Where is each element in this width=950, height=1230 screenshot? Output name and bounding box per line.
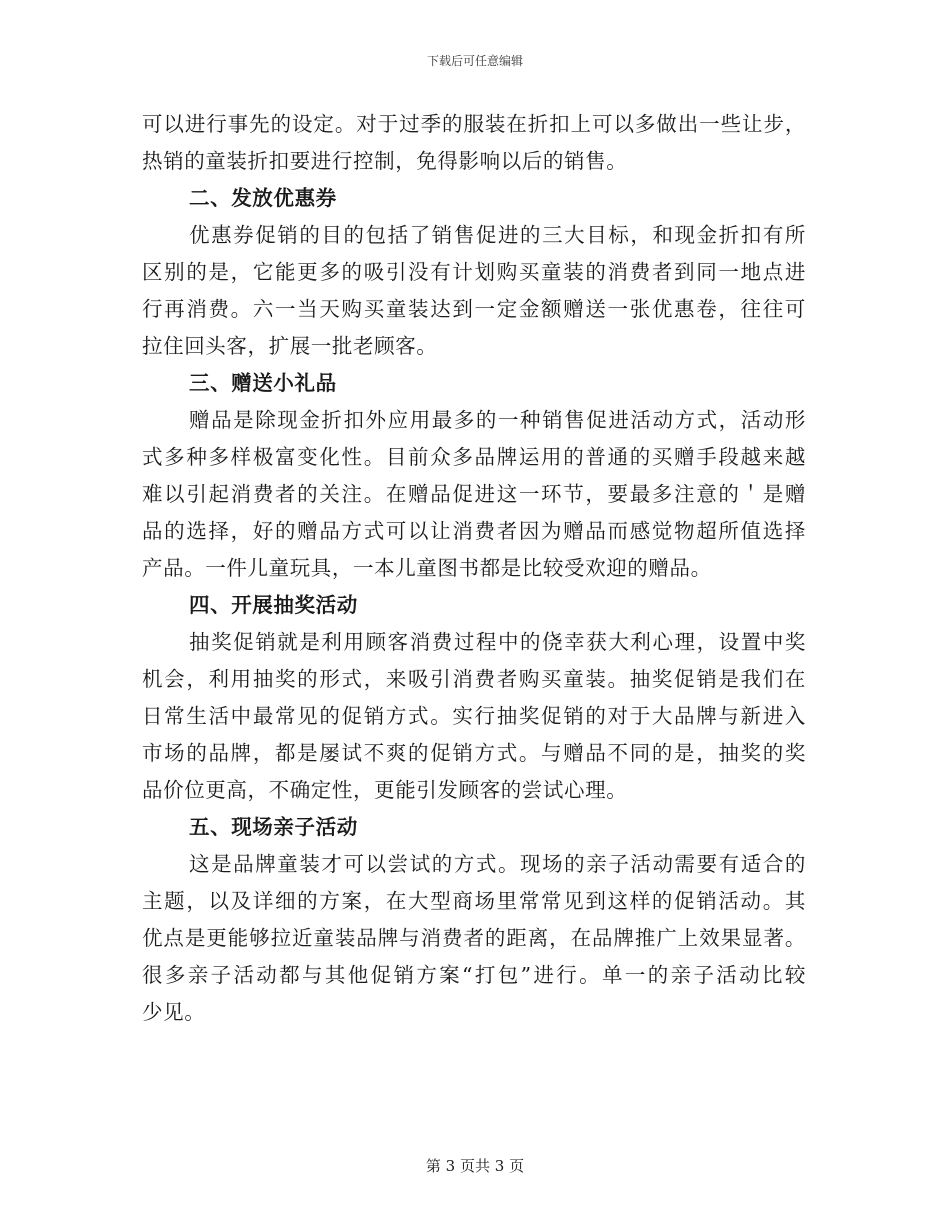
paragraph-line: 热销的童装折扣要进行控制，免得影响以后的销售。 bbox=[142, 149, 628, 173]
paragraph-line: 品的选择，好的赠品方式可以让消费者因为赠品而感觉物超所值选择 bbox=[142, 519, 806, 543]
paragraph-line: 抽奖促销就是利用顾客消费过程中的侥幸获大利心理，设置中奖 bbox=[189, 630, 806, 654]
section-heading: 三、赠送小礼品 bbox=[189, 371, 337, 395]
paragraph-line: 机会，利用抽奖的形式，来吸引消费者购买童装。抽奖促销是我们在 bbox=[142, 667, 806, 691]
paragraph-line: 区别的是，它能更多的吸引没有计划购买童装的消费者到同一地点进 bbox=[142, 260, 806, 284]
paragraph-line: 品价位更高，不确定性，更能引发顾客的尝试心理。 bbox=[142, 778, 628, 802]
document-body bbox=[142, 106, 806, 1031]
section-heading: 四、开展抽奖活动 bbox=[189, 593, 358, 617]
paragraph-line: 可以进行事先的设定。对于过季的服装在折扣上可以多做出一些让步， bbox=[142, 112, 806, 136]
paragraph-line: 这是品牌童装才可以尝试的方式。现场的亲子活动需要有适合的 bbox=[189, 852, 806, 876]
section-heading: 五、现场亲子活动 bbox=[189, 815, 358, 839]
section-heading: 二、发放优惠券 bbox=[189, 186, 337, 210]
paragraph-line: 少见。 bbox=[142, 1000, 206, 1024]
paragraph-line: 市场的品牌，都是屡试不爽的促销方式。与赠品不同的是，抽奖的奖 bbox=[142, 741, 806, 765]
paragraph-line: 式多种多样极富变化性。目前众多品牌运用的普通的买赠手段越来越 bbox=[142, 445, 806, 469]
paragraph-line: 优点是更能够拉近童装品牌与消费者的距离，在品牌推广上效果显著。 bbox=[142, 926, 806, 950]
page-footer: 第 3 页共 3 页 bbox=[425, 1157, 525, 1175]
page-header: 下载后可任意编辑 bbox=[426, 54, 523, 68]
paragraph-line: 优惠券促销的目的包括了销售促进的三大目标，和现金折扣有所 bbox=[189, 223, 806, 247]
paragraph-line: 产品。一件儿童玩具，一本儿童图书都是比较受欢迎的赠品。 bbox=[142, 556, 712, 580]
paragraph-line: 难以引起消费者的关注。在赠品促进这一环节，要最多注意的＇是赠 bbox=[142, 482, 806, 506]
paragraph-line: 行再消费。六一当天购买童装达到一定金额赠送一张优惠卷，往往可 bbox=[142, 297, 806, 321]
paragraph-line: 很多亲子活动都与其他促销方案“打包”进行。单一的亲子活动比较 bbox=[142, 963, 806, 987]
paragraph-line: 主题，以及详细的方案，在大型商场里常常见到这样的促销活动。其 bbox=[142, 889, 806, 913]
paragraph-line: 拉住回头客，扩展一批老顾客。 bbox=[142, 334, 438, 358]
paragraph-line: 赠品是除现金折扣外应用最多的一种销售促进活动方式，活动形 bbox=[189, 408, 806, 432]
paragraph-line: 日常生活中最常见的促销方式。实行抽奖促销的对于大品牌与新进入 bbox=[142, 704, 806, 728]
